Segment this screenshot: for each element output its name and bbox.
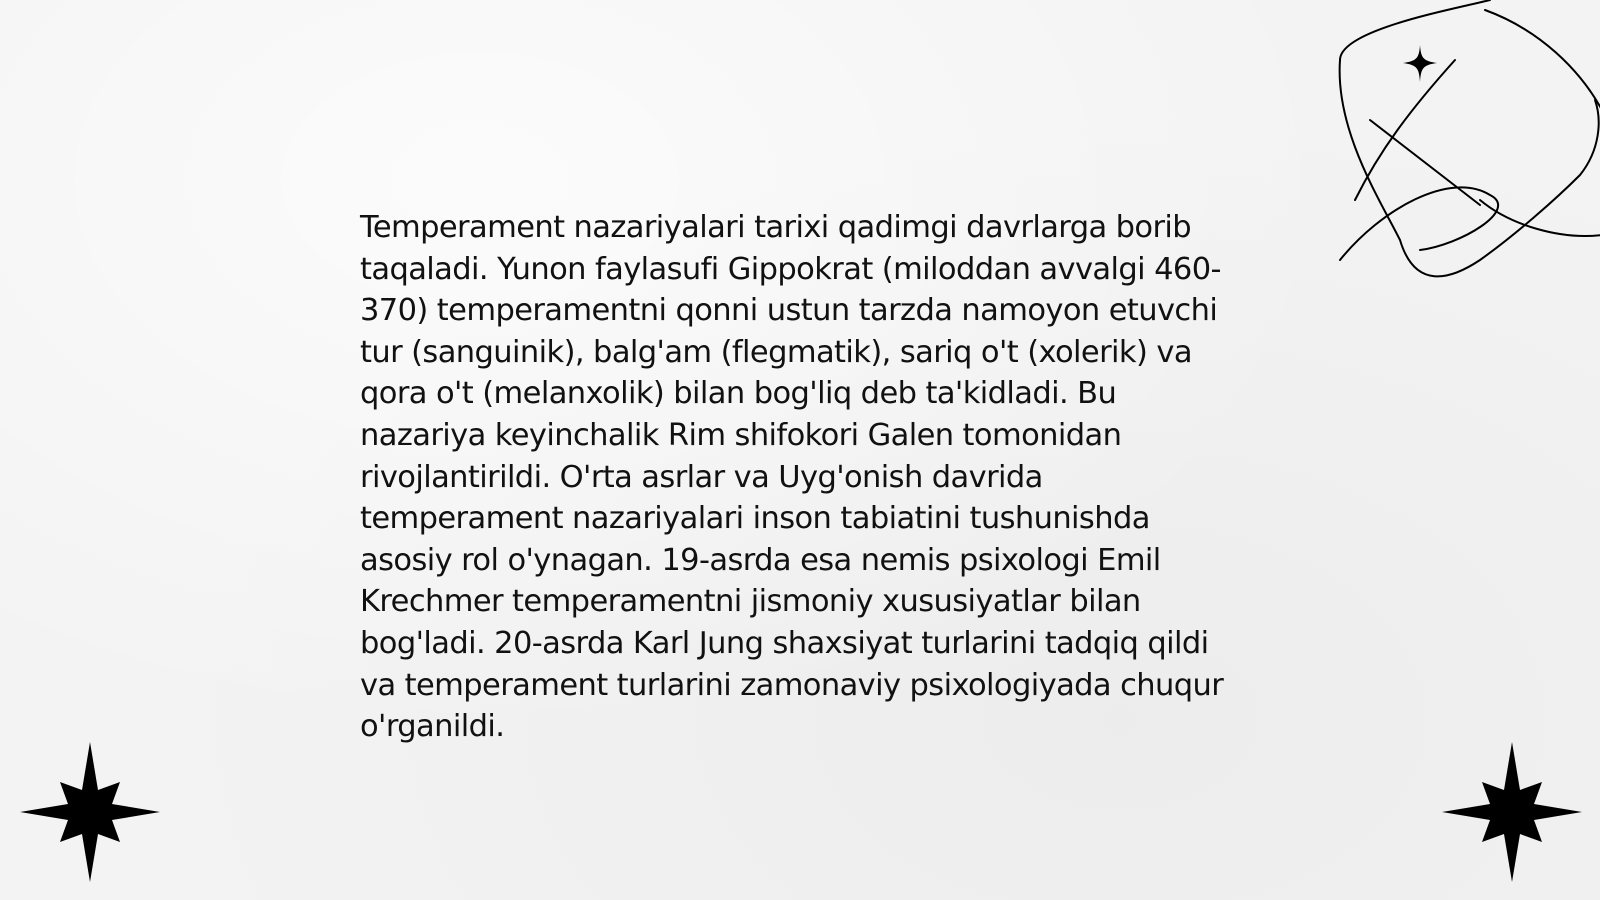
sparkle-icon: [1403, 45, 1437, 82]
body-paragraph: Temperament nazariyalari tarixi qadimgi davrlarga borib taqaladi. Yunon faylasufi Gippokrat (miloddan avvalgi 460-370) temperamentni qonni ustun tarzda namoyon etuvchi tur (sanguinik), balg'am (flegmatik), sariq o't (xolerik) va qora o't (melanxolik) bilan bog'liq deb ta'kidladi. Bu nazariya keyinchalik Rim shifokori Galen tomonidan rivojlantirildi. O'rta asrlar va Uyg'onish davrida temperament nazariyalari inson tabiatini tushunishda asosiy rol o'ynagan. 19-asrda esa nemis psixologi Emil Krechmer temperamentni jismoniy xususiyatlar bilan bog'ladi. 20-asrda Karl Jung shaxsiyat turlarini tadqiq qildi va temperament turlarini zamonaviy psixologiyada chuqur o'rganildi.: [360, 210, 1224, 745]
orbit-lines-icon: [1340, 0, 1600, 300]
star-icon-left: [18, 740, 162, 884]
star-icon-right: [1440, 740, 1584, 884]
